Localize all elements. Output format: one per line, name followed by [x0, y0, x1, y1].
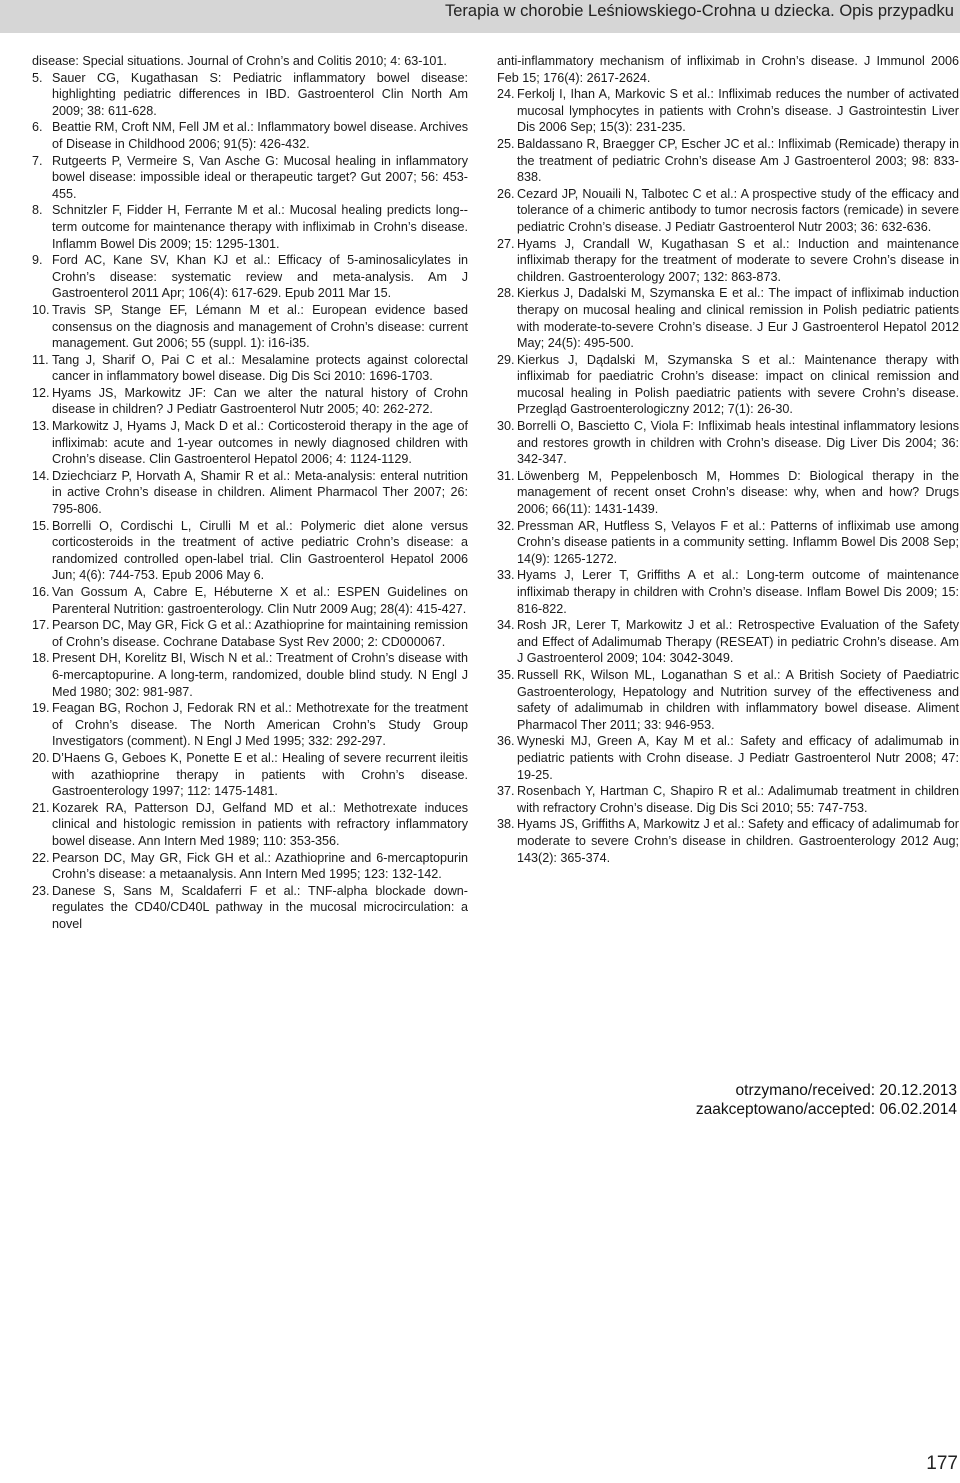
- reference-text: Pearson DC, May GR, Fick GH et al.: Azathioprine and 6-mercaptopurin Crohn’s disease: a metaanalysis. Ann Intern Med 1995; 123: 132-142.: [52, 850, 468, 882]
- reference-text: Danese S, Sans M, Scaldaferri F et al.: TNF-alpha blockade down-regulates the CD40/CD40L pathway in the mucosal microcirculation: a novel: [52, 883, 468, 931]
- reference-item: [497, 667, 959, 733]
- reference-item: [32, 302, 468, 352]
- reference-text: Sauer CG, Kugathasan S: Pediatric inflammatory bowel disease: highlighting pediatric differences in IBD. Gastroenterol Clin North Am 2009; 38: 611-628.: [52, 70, 468, 118]
- reference-text: Wyneski MJ, Green A, Kay M et al.: Safety and efficacy of adalimumab in pediatric patients with Crohn disease. J Pediatr Gastroenterol Nutr 2008; 47: 19-25.: [517, 734, 959, 782]
- page-number: 177: [926, 1453, 958, 1474]
- reference-text: Markowitz J, Hyams J, Mack D et al.: Corticosteroid therapy in the age of infliximab: acute and 1-year outcomes in newly diagnosed children with Crohn’s disease. Clin Gastroenterol Hepatol 2006; 4: 1124-1129.: [52, 419, 468, 467]
- reference-number: 24.: [497, 87, 515, 102]
- reference-number: 25.: [497, 136, 515, 151]
- reference-text: Present DH, Korelitz BI, Wisch N et al.: Treatment of Crohn’s disease with 6-mercaptopurine. A long-term, randomized, double blind study. N Engl J Med 1980; 302: 981-987.: [52, 651, 468, 699]
- reference-text: Baldassano R, Braegger CP, Escher JC et al.: Infliximab (Remicade) therapy in the treatment of pediatric Crohn’s disease Am J Gastroenterol 2003; 98: 833-838.: [517, 136, 959, 185]
- reference-text: Borrelli O, Cordischi L, Cirulli M et al.: Polymeric diet alone versus corticosteroids in the treatment of active pediatric Crohn’s disease: a randomized controlled open-label trial. Clin Gastroenterol Hepatol 2006 Jun; 4(6): 744-753. Epub 2006 May 6.: [52, 518, 468, 583]
- reference-number: 8.: [32, 203, 43, 218]
- reference-number: 14.: [32, 468, 50, 483]
- reference-item: [32, 119, 468, 152]
- reference-text: Travis SP, Stange EF, Lémann M et al.: European evidence based consensus on the diagnosis and management of Crohn’s disease: current management. Gut 2006; 55 (suppl. 1): i16-i35.: [52, 302, 468, 351]
- reference-number: 9.: [32, 253, 43, 268]
- reference-item: [32, 70, 468, 120]
- reference-number: 33.: [497, 568, 515, 583]
- reference-text: D’Haens G, Geboes K, Ponette E et al.: Healing of severe recurrent ileitis with azathioprine therapy in patients with Crohn’s disease. Gastroenterology 1997; 112: 1475-1481.: [52, 750, 468, 799]
- reference-text: Ford AC, Kane SV, Khan KJ et al.: Efficacy of 5-aminosalicylates in Crohn’s disease: systematic review and meta-analysis. Am J Gastroenterol 2011 Apr; 106(4): 617-629. Epub 2011 Mar 15.: [52, 253, 468, 301]
- reference-number: 27.: [497, 236, 515, 251]
- reference-item: [497, 617, 959, 667]
- reference-number: 15.: [32, 518, 50, 533]
- reference-text: Tang J, Sharif O, Pai C et al.: Mesalamine protects against colorectal cancer in inflammatory bowel disease. Dig Dis Sci 2010: 1696-1703.: [52, 352, 468, 384]
- reference-number: 28.: [497, 286, 515, 301]
- reference-number: 6.: [32, 120, 43, 135]
- reference-item: [32, 385, 468, 418]
- reference-text: Cezard JP, Nouaili N, Talbotec C et al.: A prospective study of the efficacy and tolerance of a chimeric antibody to tumor necrosis factors (remicade) in severe pediatric Crohn’s disease. J Pediatr Gastroenterol Nutr 2003; 36: 632-636.: [517, 186, 959, 234]
- reference-text: Hyams J, Lerer T, Griffiths A et al.: Long-term outcome of maintenance infliximab therapy in children with Crohn’s disease. Inflam Bowel Dis 2009; 15: 816-822.: [517, 568, 959, 616]
- received-dates: [696, 1081, 957, 1119]
- reference-text: Pressman AR, Hutfless S, Velayos F et al.: Patterns of infliximab use among Crohn’s disease patients in a community setting. Inflamm Bowel Dis 2008 Sep; 14(9): 1265-1272.: [517, 518, 959, 566]
- reference-item: [32, 418, 468, 468]
- reference-number: 20.: [32, 750, 50, 765]
- reference-item: [497, 86, 959, 136]
- reference-number: 19.: [32, 701, 50, 716]
- references-column-right: [497, 53, 959, 866]
- reference-item: [32, 750, 468, 800]
- reference-item: [32, 153, 468, 203]
- reference-text: Rosh JR, Lerer T, Markowitz J et al.: Retrospective Evaluation of the Safety and Effect of Adalimumab Therapy (RESEAT) in pediatric Crohn’s disease. Am J Gastroenterol 2009; 104: 3042-3049.: [517, 618, 959, 666]
- reference-item: [497, 418, 959, 468]
- reference-number: 11.: [32, 352, 49, 367]
- reference-text: Dziechciarz P, Horvath A, Shamir R et al.: Meta-analysis: enteral nutrition in active Crohn’s disease in children. Aliment Pharmacol Ther 2007; 26: 795-806.: [52, 468, 468, 517]
- reference-continuation: disease: Special situations. Journal of Crohn’s and Colitis 2010; 4: 63-101.: [32, 54, 447, 68]
- reference-number: 18.: [32, 651, 50, 666]
- reference-text: Kierkus J, Dadalski M, Szymanska E et al.: The impact of infliximab induction therapy on mucosal healing and clinical remission in Polish pediatric patients with moderate-to-severe Crohn’s disease. J Eur J Gastroenterol Hepatol 2012 May; 24(5): 495-500.: [517, 286, 959, 351]
- reference-number: 32.: [497, 518, 515, 533]
- reference-number: 37.: [497, 784, 515, 799]
- reference-item: [32, 518, 468, 584]
- reference-text: Kierkus J, Dądalski M, Szymanska S et al.: Maintenance therapy with infliximab for paediatric Crohn’s disease: impact on clinical remission and mucosal healing in Polish paediatric patients with severe Crohn’s disease. Przegląd Gastroenterologiczny 2012; 7(1): 26-30.: [517, 352, 959, 417]
- reference-number: 38.: [497, 817, 515, 832]
- reference-text: Hyams JS, Markowitz JF: Can we alter the natural history of Crohn disease in children? J Pediatr Gastroenterol Nutr 2005; 40: 262-272.: [52, 385, 468, 417]
- reference-number: 13.: [32, 419, 50, 434]
- reference-item: [497, 468, 959, 518]
- reference-number: 5.: [32, 70, 43, 85]
- reference-number: 31.: [497, 468, 515, 483]
- reference-item: [497, 567, 959, 617]
- reference-text: Van Gossum A, Cabre E, Hébuterne X et al.: ESPEN Guidelines on Parenteral Nutrition: gastroenterology. Clin Nutr 2009 Aug; 28(4): 415-427.: [52, 585, 468, 616]
- reference-item: [32, 850, 468, 883]
- reference-text: Pearson DC, May GR, Fick G et al.: Azathioprine for maintaining remission of Crohn’s disease. Cochrane Database Syst Rev 2000; 2: CD000067.: [52, 618, 468, 649]
- reference-text: Hyams JS, Griffiths A, Markowitz J et al.: Safety and efficacy of adalimumab for moderate to severe Crohn’s disease in children. Gastroenterology 2012 Aug; 143(2): 365-374.: [517, 817, 959, 865]
- reference-item: [32, 352, 468, 385]
- reference-text: Borrelli O, Bascietto C, Viola F: Infliximab heals intestinal inflammatory lesions and restores growth in children with Crohn’s disease. Dig Liver Dis 2004; 36: 342-347.: [517, 419, 959, 467]
- reference-item: [32, 584, 468, 617]
- reference-text: Löwenberg M, Peppelenbosch M, Hommes D: Biological therapy in the management of recent onset Crohn’s disease: why, when and how? Drugs 2006; 66(11): 1431-1439.: [517, 468, 959, 517]
- reference-text: Beattie RM, Croft NM, Fell JM et al.: Inflammatory bowel disease. Archives of Disease in Childhood 2006; 91(5): 426-432.: [52, 120, 468, 151]
- reference-number: 7.: [32, 153, 43, 168]
- reference-text: Feagan BG, Rochon J, Fedorak RN et al.: Methotrexate for the treatment of Crohn’s disease. The North American Crohn’s Study Group Investigators (comment). N Engl J Med 1995; 332: 292-297.: [52, 701, 468, 749]
- reference-number: 10.: [32, 302, 50, 317]
- reference-item: [32, 700, 468, 750]
- reference-item: [497, 186, 959, 236]
- reference-list-right: [497, 86, 959, 866]
- received-date: otrzymano/received: 20.12.2013: [735, 1082, 957, 1099]
- reference-text: Kozarek RA, Patterson DJ, Gelfand MD et al.: Methotrexate induces clinical and histologic remission in patients with refractory inflammatory bowel disease. Ann Intern Med 1989; 110: 353-356.: [52, 800, 468, 848]
- reference-text: Rutgeerts P, Vermeire S, Van Asche G: Mucosal healing in inflammatory bowel disease: impossible ideal or therapeutic target? Gut 2007; 56: 453-455.: [52, 153, 468, 201]
- reference-number: 30.: [497, 419, 515, 434]
- reference-item: [497, 733, 959, 783]
- reference-text: Schnitzler F, Fidder H, Ferrante M et al.: Mucosal healing predicts long--term outcome for maintenance therapy with infliximab in Crohn’s disease. Inflamm Bowel Dis 2009; 15: 1295-1301.: [52, 203, 468, 251]
- reference-item: [497, 285, 959, 351]
- reference-number: 22.: [32, 850, 50, 865]
- reference-number: 17.: [32, 618, 50, 633]
- reference-item: [32, 617, 468, 650]
- reference-item: [497, 136, 959, 186]
- reference-item: [497, 518, 959, 568]
- reference-text: Rosenbach Y, Hartman C, Shapiro R et al.: Adalimumab treatment in children with refractory Crohn’s disease. Dig Dis Sci 2010; 55: 747-753.: [517, 784, 959, 815]
- running-header: [0, 0, 960, 33]
- reference-continuation: anti-inflammatory mechanism of infliximab in Crohn’s disease. J Immunol 2006 Feb 15; 176(4): 2617-2624.: [497, 54, 959, 85]
- reference-number: 21.: [32, 800, 50, 815]
- reference-item: [32, 202, 468, 252]
- reference-item: [32, 468, 468, 518]
- reference-text: Ferkolj I, Ihan A, Markovic S et al.: Infliximab reduces the number of activated mucosal lymphocytes in patients with Crohn’s disease. J Gastrointestin Liver Dis 2006 Sep; 15(3): 231-235.: [517, 87, 959, 135]
- reference-item: [497, 783, 959, 816]
- reference-text: Hyams J, Crandall W, Kugathasan S et al.: Induction and maintenance infliximab therapy for the treatment of moderate to severe Crohn’s disease in children. Gastroenterology 2007; 132: 863-873.: [517, 236, 959, 284]
- reference-number: 12.: [32, 385, 50, 400]
- reference-item: [497, 352, 959, 418]
- reference-item: [497, 236, 959, 286]
- running-title: Terapia w chorobie Leśniowskiego-Crohna u dziecka. Opis przypadku: [444, 2, 954, 20]
- reference-number: 35.: [497, 667, 515, 682]
- reference-number: 23.: [32, 883, 50, 898]
- reference-number: 29.: [497, 352, 515, 367]
- reference-text: Russell RK, Wilson ML, Loganathan S et al.: A British Society of Paediatric Gastroenterology, Hepatology and Nutrition survey of the effectiveness and safety of adalimumab in children with inflammatory bowel disease. Aliment Pharmacol Ther 2011; 33: 946-953.: [517, 667, 959, 732]
- reference-item: [497, 816, 959, 866]
- reference-number: 36.: [497, 734, 515, 749]
- reference-item: [32, 883, 468, 933]
- reference-item: [32, 800, 468, 850]
- reference-number: 26.: [497, 186, 515, 201]
- reference-number: 16.: [32, 585, 50, 599]
- reference-list-left: [32, 70, 468, 933]
- reference-number: 34.: [497, 618, 515, 633]
- reference-item: [32, 252, 468, 302]
- accepted-date: zaakceptowano/accepted: 06.02.2014: [695, 1101, 957, 1118]
- reference-item: [32, 650, 468, 700]
- references-column-left: [32, 53, 468, 932]
